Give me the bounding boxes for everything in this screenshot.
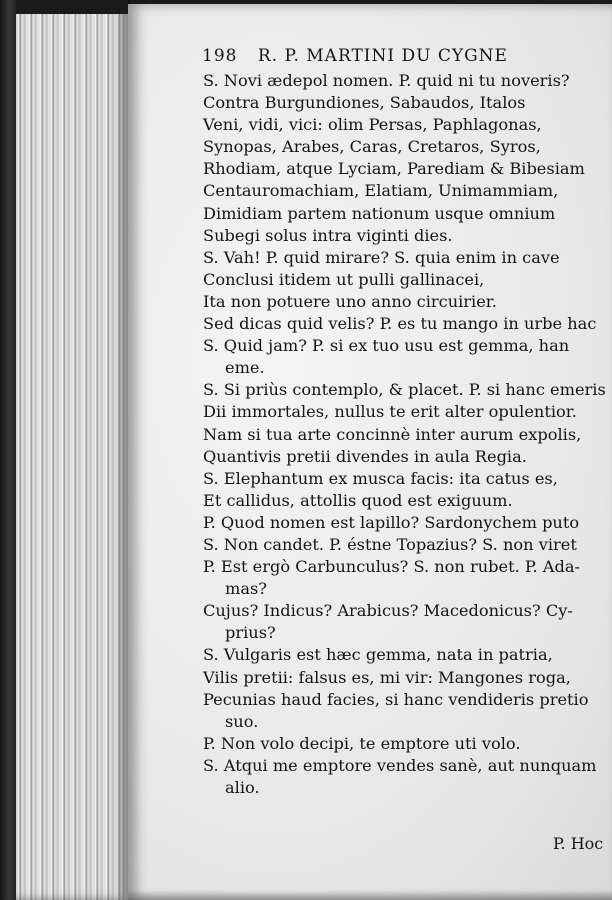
text-line-continuation: suo. [225, 711, 259, 731]
book-page [128, 4, 612, 900]
text-line: Nam si tua arte concinnè inter aurum expolis, [203, 424, 582, 444]
page-number: 198 [202, 46, 238, 66]
text-line: P. Est ergò Carbunculus? S. non rubet. P. Ada- [203, 557, 580, 577]
text-line: Synopas, Arabes, Caras, Cretaros, Syros, [203, 137, 541, 157]
running-head-title: R. P. MARTINI DU CYGNE [257, 46, 508, 66]
catchword: P. Hoc [553, 834, 604, 853]
text-line: S. Elephantum ex musca facis: ita catus es, [203, 468, 558, 488]
running-header [202, 46, 612, 68]
text-line: Conclusi itidem ut pulli gallinacei, [203, 269, 485, 289]
text-line: S. Non candet. P. éstne Topazius? S. non viret [203, 534, 577, 554]
text-line: S. Quid jam? P. si ex tuo usu est gemma, han [203, 336, 570, 356]
page-stack-shadow [16, 0, 128, 14]
text-line-continuation: eme. [225, 358, 265, 378]
text-line: Subegi solus intra viginti dies. [203, 225, 453, 245]
text-line: Cujus? Indicus? Arabicus? Macedonicus? Cy- [203, 601, 573, 621]
text-line: Dii immortales, nullus te erit alter opulentior. [203, 402, 577, 422]
text-line: Centauromachiam, Elatiam, Unimammiam, [203, 181, 559, 201]
text-line: Vilis pretii: falsus es, mi vir: Mangones roga, [203, 667, 571, 687]
page-bottom-shadow [128, 890, 612, 900]
text-line: Ita non potuere uno anno circuirier. [203, 291, 497, 311]
book-spine-edge [0, 0, 16, 900]
text-line: Veni, vidi, vici: olim Persas, Paphlagonas, [203, 115, 542, 135]
text-line: S. Vah! P. quid mirare? S. quia enim in cave [203, 247, 560, 267]
text-line: P. Non volo decipi, te emptore uti volo. [203, 733, 521, 753]
text-line: Sed dicas quid velis? P. es tu mango in urbe hac [203, 314, 597, 334]
text-line-continuation: alio. [225, 778, 260, 797]
text-line: P. Quod nomen est lapillo? Sardonychem puto [203, 512, 580, 532]
text-line: Dimidiam partem nationum usque omnium [203, 203, 556, 223]
text-line: Rhodiam, atque Lyciam, Parediam & Bibesiam [203, 159, 585, 179]
text-line: S. Novi ædepol nomen. P. quid ni tu noveris? [203, 71, 570, 90]
text-line-continuation: prius? [225, 623, 276, 643]
text-line: Contra Burgundiones, Sabaudos, Italos [203, 93, 526, 113]
text-line: Pecunias haud facies, si hanc vendideris pretio [203, 689, 589, 709]
text-line-continuation: mas? [225, 579, 267, 599]
page-stack-fore-edge [16, 0, 130, 900]
text-line: Quantivis pretii divendes in aula Regia. [203, 446, 527, 466]
text-line: S. Vulgaris est hæc gemma, nata in patria, [203, 645, 553, 665]
text-line: S. Si priùs contemplo, & placet. P. si hanc emeris [203, 380, 606, 400]
dialogue-text [203, 70, 612, 799]
text-line: S. Atqui me emptore vendes sanè, aut nunquam [203, 755, 597, 775]
text-line: Et callidus, attollis quod est exiguum. [203, 490, 513, 510]
